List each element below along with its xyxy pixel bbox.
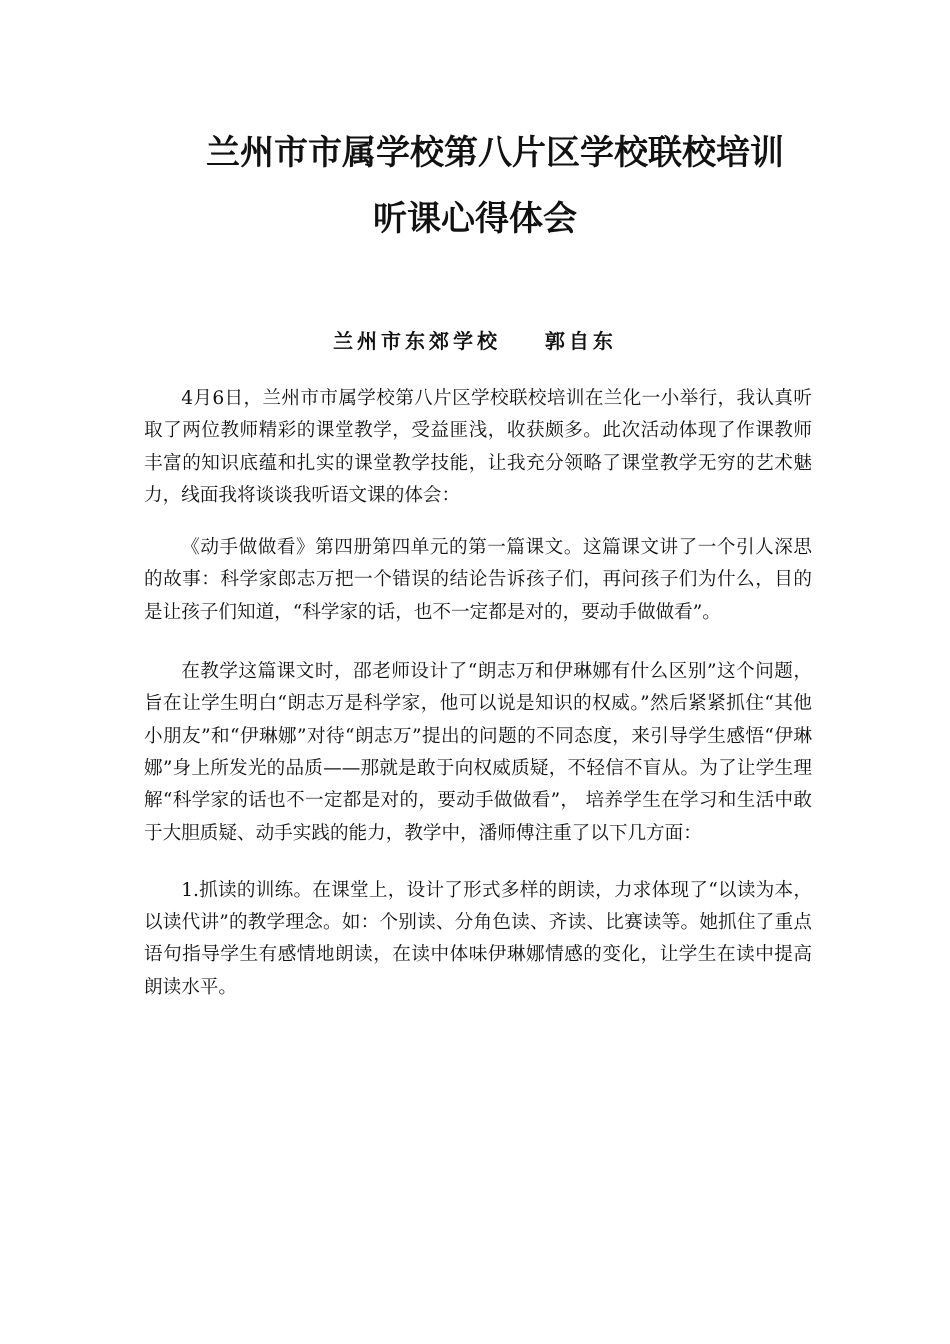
document-title-line-1: 兰州市市属学校第八片区学校联校培训 bbox=[206, 133, 784, 173]
document-body bbox=[144, 383, 812, 1004]
author-byline: 兰州市东郊学校 郭自东 bbox=[333, 329, 617, 353]
paragraph-2: 《动手做做看》第四册第四单元的第一篇课文。这篇课文讲了一个引人深思的故事：科学家郎志万把一个错误的结论告诉孩子们，再问孩子们为什么，目的是让孩子们知道，“科学家的话，也不一定都是对的，要动手做做看”。 bbox=[144, 537, 812, 623]
paragraph-4: 1.抓读的训练。在课堂上，设计了形式多样的朗读，力求体现了“以读为本，以读代讲”的教学理念。如：个别读、分角色读、齐读、比赛读等。她抓住了重点语句指导学生有感情地朗读，在读中体味伊琳娜情感的变化，让学生在读中提高朗读水平。 bbox=[144, 879, 812, 998]
document-title-line-2: 听课心得体会 bbox=[373, 199, 577, 239]
paragraph-1: 4月6日，兰州市市属学校第八片区学校联校培训在兰化一小举行，我认真听取了两位教师精彩的课堂教学，受益匪浅，收获颇多。此次活动体现了作课教师丰富的知识底蕴和扎实的课堂教学技能，让我充分领略了课堂教学无穷的艺术魅力，线面我将谈谈我听语文课的体会： bbox=[144, 388, 812, 506]
paragraph-3: 在教学这篇课文时，邵老师设计了“朗志万和伊琳娜有什么区别”这个问题，旨在让学生明白“朗志万是科学家，他可以说是知识的权威。”然后紧紧抓住“其他小朋友”和“伊琳娜”对待“朗志万”提出的问题的不同态度，来引导学生感悟“伊琳娜”身上所发光的品质——那就是敢于向权威质疑，不轻信不盲从。为了让学生理解“科学家的话也不一定都是对的，要动手做做看”， 培养学生在学习和生活中敢于大胆质疑、动手实践的能力，教学中，潘师傅注重了以下几方面： bbox=[144, 661, 812, 844]
